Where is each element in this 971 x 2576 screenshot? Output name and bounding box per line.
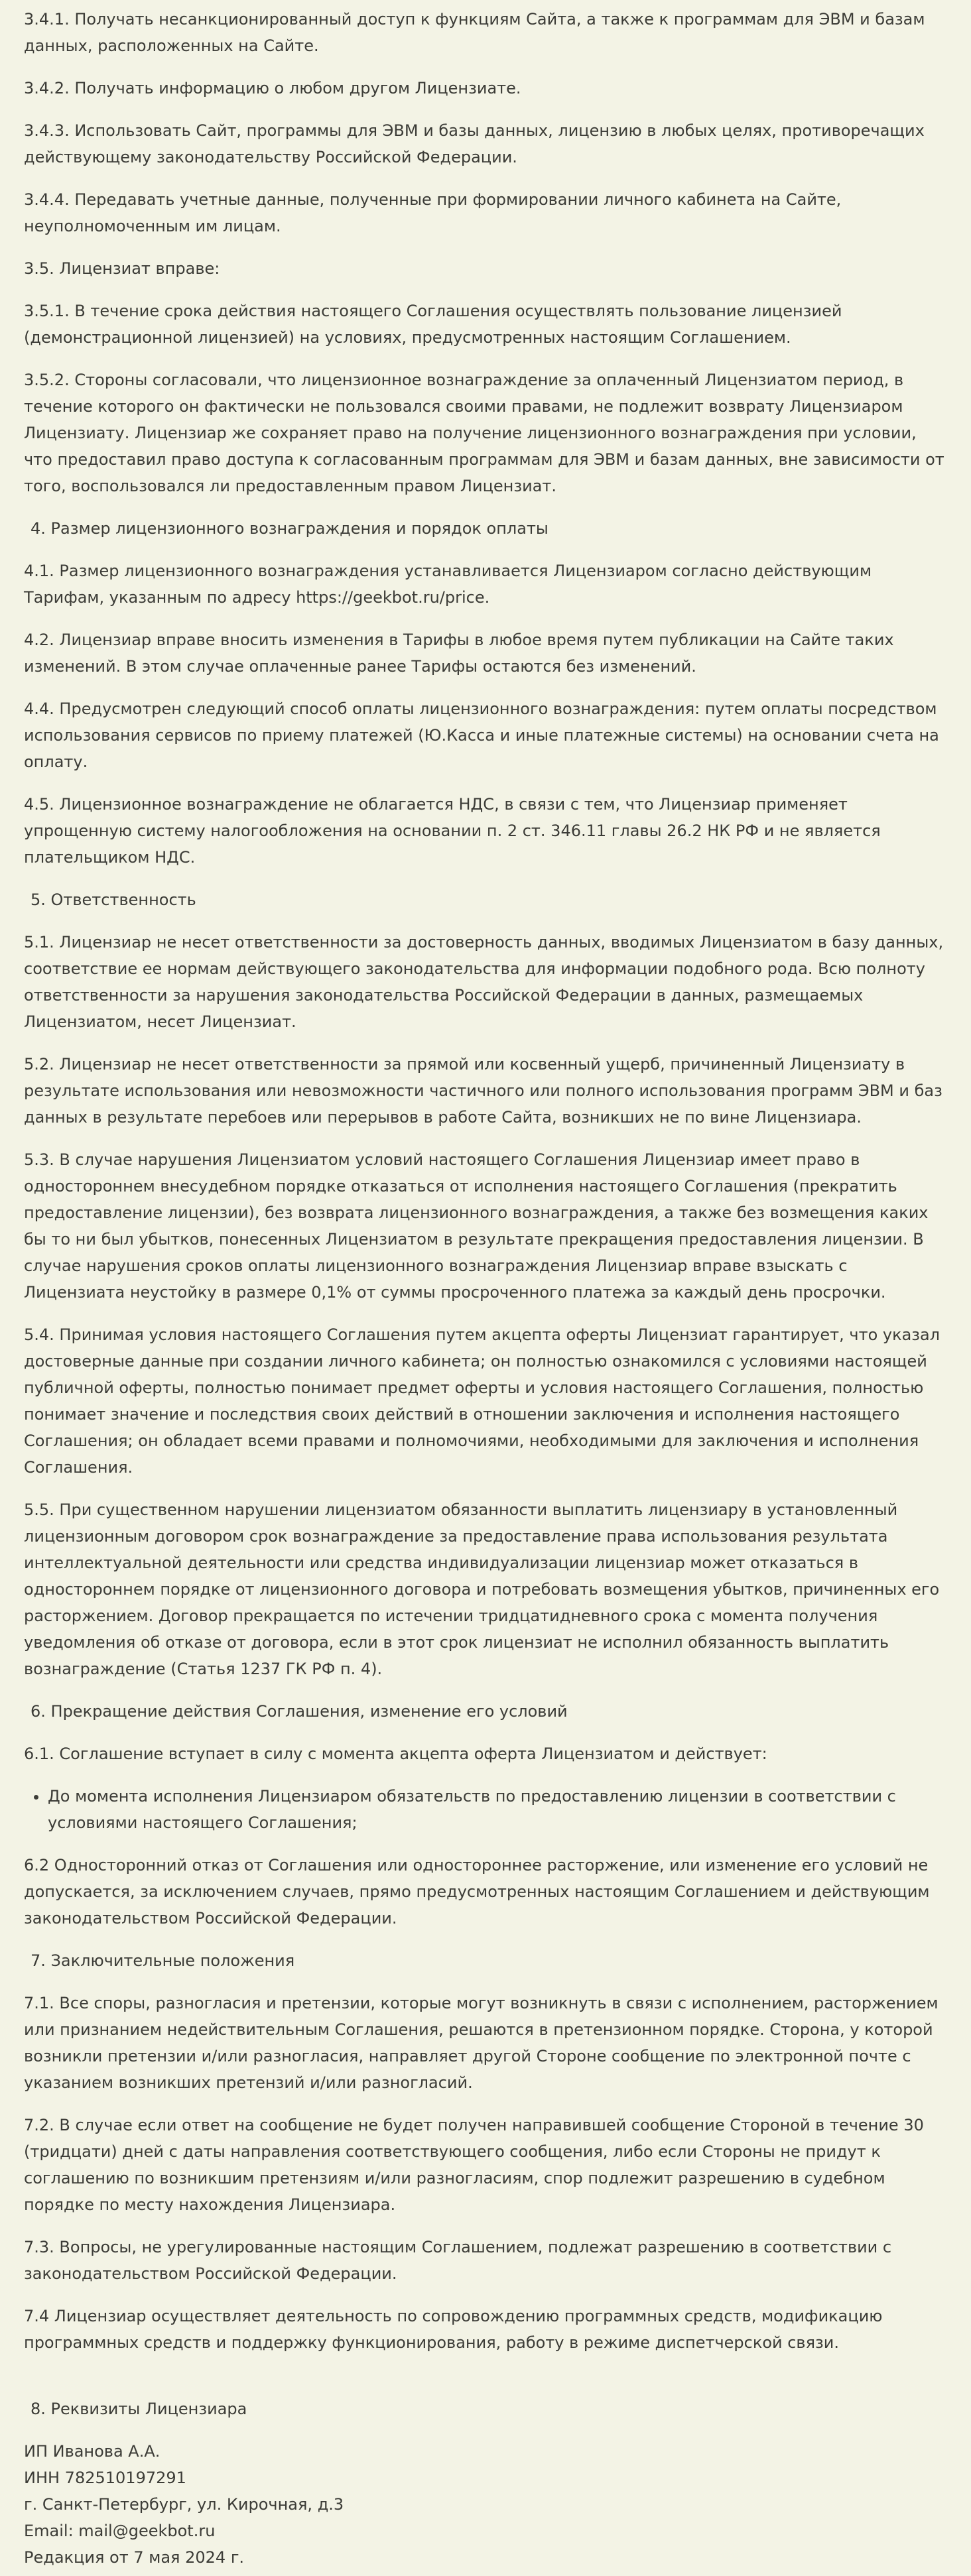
clause-4-4: 4.4. Предусмотрен следующий способ оплаты лицензионного вознаграждения: путем оплаты посредством использования сервисов по приему платежей (Ю.Касса и иные платежные системы) на основании счета на оплату.	[24, 700, 939, 771]
clause-3-5: 3.5. Лицензиат вправе:	[24, 259, 220, 278]
section-6-heading: 6. Прекращение действия Соглашения, изменение его условий	[31, 1702, 568, 1721]
licensor-name: ИП Иванова А.А.	[24, 2442, 161, 2461]
clause-6-1-list	[24, 1783, 947, 1836]
clause-3-4-3: 3.4.3. Использовать Сайт, программы для ЭВМ и базы данных, лицензию в любых целях, противоречащих действующему законодательству Российской Федерации.	[24, 121, 925, 166]
clause-7-3: 7.3. Вопросы, не урегулированные настоящим Соглашением, подлежат разрешению в соответствии с законодательством Российской Федерации.	[24, 2238, 892, 2283]
clause-7-2: 7.2. В случае если ответ на сообщение не будет получен направившей сообщение Стороной в течение 30 (тридцати) дней с даты направления соответствующего сообщения, либо если Стороны не придут к соглашению по возникшим претензиям и/или разногласиям, спор подлежит разрешению в судебном порядке по месту нахождения Лицензиара.	[24, 2116, 924, 2214]
clause-5-3: 5.3. В случае нарушения Лицензиатом условий настоящего Соглашения Лицензиар имеет право в одностороннем внесудебном порядке отказаться от исполнения настоящего Соглашения (прекратить предоставление лицензии), без возврата лицензионного вознаграждения, а также без возмещения каких бы то ни был убытков, понесенных Лицензиатом в результате прекращения предоставления лицензии. В случае нарушения сроков оплаты лицензионного вознаграждения Лицензиар вправе взыскать с Лицензиата неустойку в размере 0,1% от суммы просроченного платежа за каждый день просрочки.	[24, 1150, 929, 1302]
clause-4-5: 4.5. Лицензионное вознаграждение не облагается НДС, в связи с тем, что Лицензиар применяет упрощенную систему налогообложения на основании п. 2 ст. 346.11 главы 26.2 НК РФ и не является плательщиком НДС.	[24, 795, 881, 867]
clause-3-5-1: 3.5.1. В течение срока действия настоящего Соглашения осуществлять пользование лицензией (демонстрационной лицензией) на условиях, предусмотренных настоящим Соглашением.	[24, 302, 842, 347]
section-5-heading: 5. Ответственность	[31, 890, 196, 909]
section-4-heading: 4. Размер лицензионного вознаграждения и порядок оплаты	[31, 519, 549, 538]
list-item: • До момента исполнения Лицензиаром обязательств по предоставлению лицензии в соответствии с условиями настоящего Соглашения;	[48, 1783, 947, 1836]
clause-5-2: 5.2. Лицензиар не несет ответственности за прямой или косвенный ущерб, причиненный Лицензиату в результате использования или невозможности частичного или полного использования программ ЭВМ и баз данных в результате перебоев или перерывов в работе Сайта, возникших не по вине Лицензиара.	[24, 1055, 942, 1127]
clause-3-4-4: 3.4.4. Передавать учетные данные, полученные при формировании личного кабинета на Сайте, неуполномоченным им лицам.	[24, 190, 842, 235]
clause-5-4: 5.4. Принимая условия настоящего Соглашения путем акцепта оферты Лицензиат гарантирует, что указал достоверные данные при создании личного кабинета; он полностью ознакомился с условиями настоящей публичной оферты, полностью понимает предмет оферты и условия настоящего Соглашения, полностью понимает значение и последствия своих действий в отношении заключения и исполнения настоящего Соглашения; он обладает всеми правами и полномочиями, необходимыми для заключения и исполнения Соглашения.	[24, 1325, 940, 1477]
clause-3-4-2: 3.4.2. Получать информацию о любом другом Лицензиате.	[24, 79, 521, 97]
licensor-address: г. Санкт-Петербург, ул. Кирочная, д.3	[24, 2495, 344, 2514]
clause-4-2: 4.2. Лицензиар вправе вносить изменения в Тарифы в любое время путем публикации на Сайте таких изменений. В этом случае оплаченные ранее Тарифы остаются без изменений.	[24, 631, 894, 676]
clause-7-4: 7.4 Лицензиар осуществляет деятельность по сопровождению программных средств, модификацию программных средств и поддержку функционирования, работу в режиме диспетчерской связи.	[24, 2307, 883, 2352]
licensor-inn: ИНН 782510197291	[24, 2469, 186, 2487]
licensor-requisites	[24, 2438, 947, 2571]
clause-5-1: 5.1. Лицензиар не несет ответственности за достоверность данных, вводимых Лицензиатом в базу данных, соответствие ее нормам действующего законодательства для информации подобного рода. Всю полноту ответственности за нарушения законодательства Российской Федерации в данных, размещаемых Лицензиатом, несет Лицензиат.	[24, 933, 944, 1031]
clause-5-5: 5.5. При существенном нарушении лицензиатом обязанности выплатить лицензиару в установленный лицензионным договором срок вознаграждение за предоставление права использования результата интеллектуальной деятельности или средства индивидуализации лицензиар может отказаться в одностороннем порядке от лицензионного договора и потребовать возмещения убытков, причиненных его расторжением. Договор прекращается по истечении тридцатидневного срока с момента получения уведомления об отказе от договора, если в этот срок лицензиат не исполнил обязанность выплатить вознаграждение (Статья 1237 ГК РФ п. 4).	[24, 1501, 940, 1678]
licensor-email: Email: mail@geekbot.ru	[24, 2522, 216, 2540]
clause-3-5-2: 3.5.2. Стороны согласовали, что лицензионное вознаграждение за оплаченный Лицензиатом период, в течение которого он фактически не пользовался своими правами, не подлежит возврату Лицензиаром Лицензиату. Лицензиар же сохраняет право на получение лицензионного вознаграждения при условии, что предоставил право доступа к согласованным программам для ЭВМ и базам данных, вне зависимости от того, воспользовался ли предоставленным правом Лицензиат.	[24, 371, 944, 495]
clause-3-4-1: 3.4.1. Получать несанкционированный доступ к функциям Сайта, а также к программам для ЭВМ и базам данных, расположенных на Сайте.	[24, 10, 925, 55]
section-7-heading: 7. Заключительные положения	[31, 1951, 295, 1970]
clause-6-2: 6.2 Односторонний отказ от Соглашения или одностороннее расторжение, или изменение его условий не допускается, за исключением случаев, прямо предусмотренных настоящим Соглашением и действующим законодательством Российской Федерации.	[24, 1856, 930, 1928]
edition-date: Редакция от 7 мая 2024 г.	[24, 2548, 245, 2567]
clause-4-1: 4.1. Размер лицензионного вознаграждения устанавливается Лицензиаром согласно действующим Тарифам, указанным по адресу https://geekbot.ru/price.	[24, 562, 872, 607]
section-8-heading: 8. Реквизиты Лицензиара	[31, 2400, 247, 2418]
clause-6-1: 6.1. Соглашение вступает в силу с момента акцепта оферта Лицензиатом и действует:	[24, 1745, 767, 1763]
clause-7-1: 7.1. Все споры, разногласия и претензии, которые могут возникнуть в связи с исполнением, расторжением или признанием недействительным Соглашения, решаются в претензионном порядке. Сторона, у которой возникли претензии и/или разногласия, направляет другой Стороне сообщение по электронной почте с указанием возникших претензий и/или разногласий.	[24, 1994, 939, 2092]
